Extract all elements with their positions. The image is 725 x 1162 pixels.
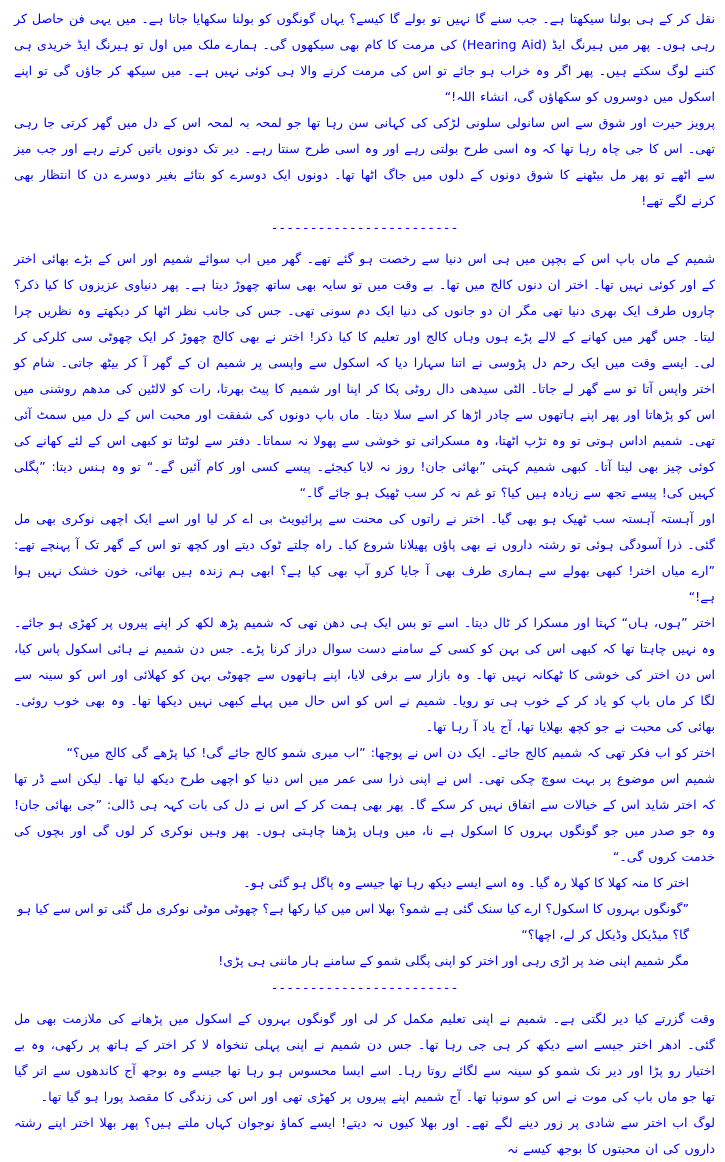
section-3: [14, 1006, 715, 1162]
section-1: [14, 6, 715, 214]
paragraph: لوگ اب اختر سے شادی پر زور دینے لگے تھے۔ اور بھلا کیوں نہ دیتے! ایسے کماؤ نوجوان کہاں ملتے ہیں؟ پھر بھلا اختر اپنے رشتہ داروں کی ان محبتوں کا بوجھ کیسے نہ: [14, 1115, 715, 1156]
paragraph: اختر کو اب فکر تھی کہ شمیم کالج جائے۔ ایک دن اس نے پوچھا: ”اب میری شمو کالج جائے گی! کیا پڑھے گی کالج میں؟“: [66, 745, 715, 760]
section-divider: ------------------------: [270, 981, 459, 996]
paragraph: اور آہستہ آہستہ سب ٹھیک ہو بھی گیا۔ اختر نے راتوں کی محنت سے پرائیویٹ بی اے کر لیا اور اسے ایک اچھی نوکری بھی مل گئی۔ ذرا آسودگی ہوئی تو رشتہ داروں نے بھی پاؤں پھیلانا شروع کیا۔ راہ چلتے ٹوک دیتے اور کچھ تو اس کے گھر تک آ پہنچے تھے: ”ارے میاں اختر! کبھی بھولے سے ہماری طرف بھی آ جایا کرو آپ بھی کیا ہے؟ ابھی ہم زندہ ہیں بھائی، خون خشک نہیں ہوا ہے!“: [14, 511, 715, 604]
paragraph: شمیم کے ماں باپ اس کے بچپن میں ہی اس دنیا سے رخصت ہو گئے تھے۔ گھر میں اب سوائے شمیم اور اس کے بڑے بھائی اختر کے اور کوئی نہیں تھا۔ اختر ان دنوں کالج میں تھا۔ بے وقت میں تو سایہ بھی ساتھ چھوڑ دیتا ہے۔ پھر دنیاوی عزیزوں کا کیا ذکر؟ چاروں طرف ایک بھری دنیا تھی مگر ان دو جانوں کی دنیا ایک دم سونی تھی۔ جس کی جانب نظر اٹھا کر دیکھتے وہ نظریں چرا لیتا۔ جس گھر میں کھانے کے لالے پڑے ہوں وہاں کالج اور تعلیم کا کیا ذکر! اختر نے بھی کالج چھوڑ کر ایک چھوٹی سی کلرکی کر لی۔ ایسے وقت میں ایک رحم دل پڑوسی نے اتنا سہارا دیا کہ اسکول سے واپسی پر شمیم ان کے گھر آ کر بیٹھ جاتی۔ شام کو اختر واپس آتا تو سے گھر لے جاتا۔ الٹی سیدھی دال روٹی پکا کر اپنا اور شمیم کا پیٹ بھرتا، رات کو لالٹین کی مدھم روشنی میں اس کو پڑھاتا اور پھر اپنے ہاتھوں سے چادر اڑھا کر اسے سلا دیتا۔ ماں باپ دونوں کی شفقت اور محبت اس کے دل میں سمٹ آئی تھی۔ شمیم اداس ہوتی تو وہ تڑپ اٹھتا، وہ مسکراتی تو خوشی سے پھولا نہ سماتا۔ دفتر سے لوٹتا تو کبھی اس کے لئے کھانے کی کوئی چیز بھی لیتا آتا۔ کبھی شمیم کہتی ”بھائی جان! روز نہ لایا کیجئے۔ پیسے کسی اور کام آئیں گے۔“ تو وہ ہنس دیتا: ”پگلی کہیں کی! پیسے تجھ سے زیادہ ہیں کیا؟ تو غم نہ کر سب ٹھیک ہو جائے گا۔“: [14, 251, 715, 500]
paragraph: وقت گزرتے کیا دیر لگتی ہے۔ شمیم نے اپنی تعلیم مکمل کر لی اور گونگوں بہروں کے اسکول میں پڑھانے کی ملازمت بھی مل گئی۔ ادھر اختر جیسے اسے دیکھ کر ہی جی رہا تھا۔ جس دن شمیم نے اپنی پہلی تنخواہ لا کر اختر کے ہاتھ پر رکھی، وہ بے اختیار رو پڑا اور دیر تک شمو کو سینہ سے لگائے روتا رہا۔ اسے ایسا محسوس ہو رہا تھا جیسے وہ بوجھ آج کاندھوں سے اتر گیا تھا جو ماں باپ کی موت نے اس کو سونپا تھا۔ آج شمیم اپنے پیروں پر کھڑی تھی اور اس کی زندگی کا مقصد پورا ہو گیا تھا۔: [14, 1011, 715, 1104]
paragraph: اختر ”ہوں، ہاں“ کہتا اور مسکرا کر ٹال دیتا۔ اسے تو بس ایک ہی دھن تھی کہ شمیم پڑھ لکھ کر اپنے پیروں پر کھڑی ہو جائے۔ وہ نہیں چاہتا تھا کہ کبھی اس کی بہن کو کسی کے سامنے دست سوال دراز کرنا پڑے۔ جس دن شمیم نے ہائی اسکول پاس کیا، اس دن اختر کی خوشی کا ٹھکانہ نہیں تھا۔ وہ بازار سے برفی لایا، اپنے ہاتھوں سے چھوٹی بہن کو کھلائی اور اس کو سینہ سے لگا کر ماں باپ کو یاد کر کے خوب ہی تو رویا۔ شمیم نے اس کو اس حال میں پہلے کبھی نہیں دیکھا تھا۔ وہ بھی خوب روئی۔ بھائی کی محبت نے جو کچھ بھلایا تھا، آج یاد آ رہا تھا۔: [14, 615, 715, 734]
paragraph: اختر کا منہ کھلا کا کھلا رہ گیا۔ وہ اسے ایسے دیکھ رہا تھا جیسے وہ پاگل ہو گئی ہو۔: [243, 875, 689, 890]
paragraph: پرویز حیرت اور شوق سے اس سانولی سلونی لڑکی کی کہانی سن رہا تھا جو لمحہ بہ لمحہ اس کے دل میں گھر کرتی جا رہی تھی۔ اس کا جی چاہ رہا تھا کہ وہ اسی طرح بولتی رہے اور وہ اسی طرح سنتا رہے۔ دیر تک دونوں باتیں کرتے رہے اور جب میز سے اٹھے تو پھر مل بیٹھنے کا شوق دونوں کے دلوں میں جاگ اٹھا تھا۔ دونوں ایک دوسرے کو بتائے بغیر دوسرے دن کا انتظار بھی کرنے لگے تھے!: [14, 115, 715, 208]
paragraph: شمیم اس موضوع پر بہت سوچ چکی تھی۔ اس نے اپنی ذرا سی عمر میں اس دنیا کو اچھی طرح دیکھ لیا تھا۔ لیکن اسے ڈر تھا کہ اختر شاید اس کے خیالات سے اتفاق نہیں کر سکے گا۔ پھر بھی ہمت کر کے اس نے دل کی بات کہہ ہی ڈالی: ”جی بھائی جان! وہ جو صدر میں جو گونگوں بہروں کا اسکول ہے نا، میں وہاں پڑھنا چاہتی ہوں۔ پھر وہیں نوکری کر لوں گی اور بچوں کی خدمت کروں گی۔“: [14, 771, 715, 864]
paragraph: نقل کر کے ہی بولنا سیکھتا ہے۔ جب سنے گا نہیں تو بولے گا کیسے؟ یہاں گونگوں کو بولنا سکھایا جاتا ہے۔ میں یہی فن حاصل کر رہی ہوں۔ پھر میں ہیرنگ ایڈ (Hearing Aid) کی مرمت کا کام بھی سیکھوں گی۔ ہمارے ملک میں اول تو ہیرنگ ایڈ خریدی ہی کتنے لوگ سکتے ہیں۔ پھر اگر وہ خراب ہو جائے تو اس کی مرمت کرنے والا ہی کوئی نہیں ہے۔ میں سیکھ کر جاؤں گی تو اپنے اسکول میں دوسروں کو سکھاؤں گی، انشاء اللہ!“: [14, 11, 715, 104]
paragraph: مگر شمیم اپنی ضد پر اڑی رہی اور اختر کو اپنی پگلی شمو کے سامنے ہار ماننی ہی پڑی!: [218, 953, 689, 968]
section-2: [14, 246, 715, 974]
paragraph: ”گونگوں بہروں کا اسکول؟ ارے کیا سنک گئی ہے شمو؟ بھلا اس میں کیا رکھا ہے؟ چھوٹی موٹی نوکری مل گئی تو اس سے کیا ہو گا؟ میڈیکل وڈیکل کر لے، اچھا؟“: [17, 901, 689, 942]
section-divider: ------------------------: [270, 221, 459, 236]
